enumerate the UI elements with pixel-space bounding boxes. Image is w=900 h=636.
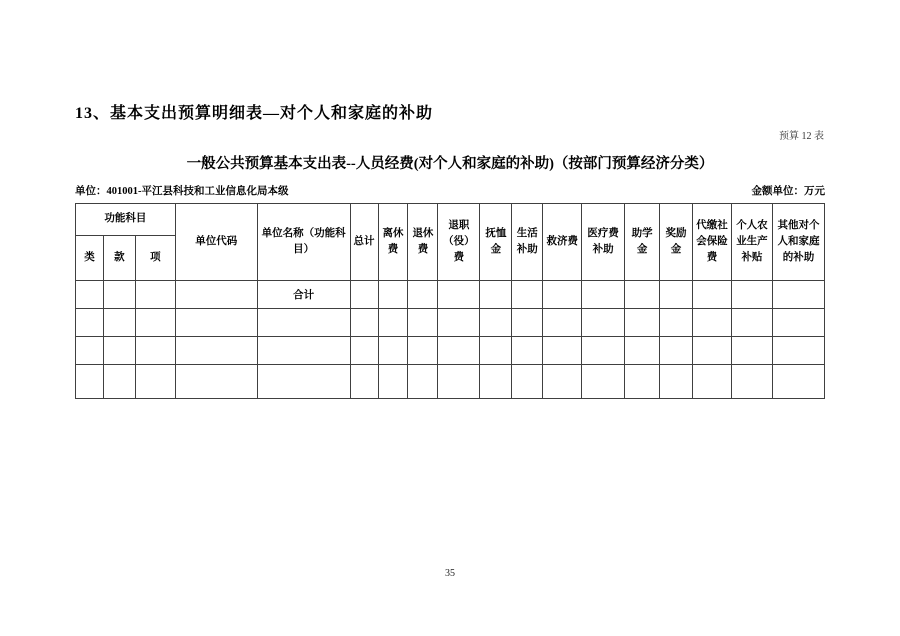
total-row-label: 合计 [257, 281, 350, 309]
table-cell [175, 337, 257, 365]
table-cell [103, 281, 135, 309]
table-cell [660, 309, 693, 337]
table-cell [582, 309, 625, 337]
table-cell [693, 365, 732, 399]
header-col-resignation-fee: 退职（役）费 [438, 204, 480, 281]
table-cell [660, 365, 693, 399]
header-col-retired-cadre-fee: 离休费 [378, 204, 408, 281]
table-cell [512, 309, 543, 337]
header-unit-name: 单位名称（功能科目） [257, 204, 350, 281]
table-cell [731, 337, 772, 365]
table-cell [772, 309, 824, 337]
table-cell [408, 281, 438, 309]
header-col-reward: 奖励金 [660, 204, 693, 281]
budget-table [75, 203, 825, 399]
table-cell [378, 309, 408, 337]
header-func-item: 项 [135, 236, 175, 281]
table-cell [135, 281, 175, 309]
table-cell [350, 281, 378, 309]
table-cell [512, 337, 543, 365]
table-cell [543, 309, 582, 337]
header-col-retirement-fee: 退休费 [408, 204, 438, 281]
table-cell [625, 365, 660, 399]
table-cell [175, 365, 257, 399]
table-meta-row [75, 183, 825, 198]
table-cell [693, 281, 732, 309]
table-cell [76, 281, 104, 309]
header-col-agri-subsidy: 个人农业生产补贴 [731, 204, 772, 281]
table-cell [543, 365, 582, 399]
table-cell [582, 337, 625, 365]
table-cell [438, 309, 480, 337]
table-cell [350, 337, 378, 365]
table-row [76, 309, 825, 337]
table-cell [731, 365, 772, 399]
table-cell [378, 281, 408, 309]
table-cell [76, 309, 104, 337]
table-cell [438, 337, 480, 365]
table-cell [543, 337, 582, 365]
header-col-medical-subsidy: 医疗费补助 [582, 204, 625, 281]
table-cell [408, 365, 438, 399]
header-col-social-insurance: 代缴社会保险费 [693, 204, 732, 281]
budget-table-number-label: 预算 12 表 [779, 131, 824, 142]
table-cell [772, 281, 824, 309]
header-unit-code: 单位代码 [175, 204, 257, 281]
table-cell [772, 365, 824, 399]
header-col-living-subsidy: 生活补助 [512, 204, 543, 281]
header-col-total: 总计 [350, 204, 378, 281]
header-col-relief-fee: 救济费 [543, 204, 582, 281]
table-row [76, 281, 825, 309]
unit-label: 单位：401001-平江县科技和工业信息化局本级 [75, 186, 289, 197]
table-cell [103, 309, 135, 337]
table-cell [135, 309, 175, 337]
table-title: 一般公共预算基本支出表--人员经费(对个人和家庭的补助)（按部门预算经济分类） [186, 156, 714, 172]
table-cell [772, 337, 824, 365]
table-cell [731, 309, 772, 337]
table-cell [350, 365, 378, 399]
table-cell [175, 281, 257, 309]
table-cell [438, 365, 480, 399]
table-cell [480, 309, 512, 337]
table-cell [543, 281, 582, 309]
header-col-pension: 抚恤金 [480, 204, 512, 281]
table-cell [480, 281, 512, 309]
table-cell [693, 309, 732, 337]
table-cell [512, 365, 543, 399]
table-cell [582, 281, 625, 309]
table-cell [660, 337, 693, 365]
table-cell [135, 365, 175, 399]
table-cell [175, 309, 257, 337]
page-number: 35 [445, 568, 455, 579]
table-cell [350, 309, 378, 337]
table-cell [408, 337, 438, 365]
header-func-section: 款 [103, 236, 135, 281]
header-func-group: 功能科目 [76, 204, 176, 236]
table-cell [257, 337, 350, 365]
table-cell [480, 365, 512, 399]
table-cell [625, 281, 660, 309]
table-cell [135, 337, 175, 365]
table-cell [512, 281, 543, 309]
table-row [76, 337, 825, 365]
section-heading: 13、基本支出预算明细表—对个人和家庭的补助 [75, 105, 434, 122]
table-row [76, 365, 825, 399]
header-col-other-subsidy: 其他对个人和家庭的补助 [772, 204, 824, 281]
table-cell [438, 281, 480, 309]
table-cell [378, 337, 408, 365]
table-cell [408, 309, 438, 337]
table-cell [480, 337, 512, 365]
table-cell [76, 365, 104, 399]
table-cell [693, 337, 732, 365]
table-cell [625, 337, 660, 365]
amount-unit-label: 金额单位：万元 [751, 186, 825, 197]
table-cell [378, 365, 408, 399]
table-cell [76, 337, 104, 365]
header-func-class: 类 [76, 236, 104, 281]
table-cell [103, 365, 135, 399]
table-cell [103, 337, 135, 365]
table-cell [257, 309, 350, 337]
table-cell [660, 281, 693, 309]
table-cell [582, 365, 625, 399]
header-col-scholarship: 助学金 [625, 204, 660, 281]
table-cell [731, 281, 772, 309]
table-cell [257, 365, 350, 399]
table-cell [625, 309, 660, 337]
